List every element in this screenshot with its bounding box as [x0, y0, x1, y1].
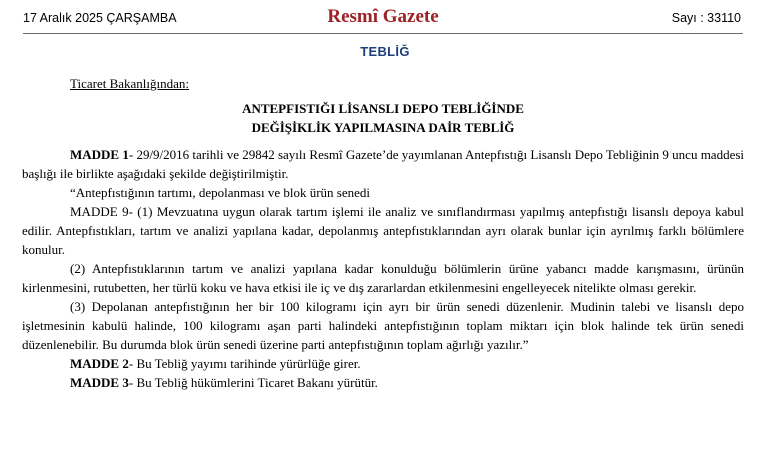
section-title: TEBLİĞ: [360, 44, 410, 59]
issuer-line: Ticaret Bakanlığından:: [70, 76, 190, 91]
document-body: [22, 74, 744, 392]
quote-heading: “Antepfıstığının tartımı, depolanması ve blok ürün senedi: [70, 185, 371, 200]
issue-number: Sayı : 33110: [671, 11, 741, 25]
gazette-title: Resmî Gazete: [327, 6, 439, 27]
article-1-text: - 29/9/2016 tarihli ve 29842 sayılı Resmî Gazete’de yayımlanan Antepfıstığı Lisanslı Depo Tebliğinin 9 uncu maddesi başlığı ile birlikte aşağıdaki şekilde değiştirilmiştir.: [22, 147, 745, 181]
document-title-line2: DEĞİŞİKLİK YAPILMASINA DAİR TEBLİĞ: [251, 120, 515, 135]
article-9-paragraph-2: (2) Antepfıstıklarının tartım ve analizi yapılana kadar konulduğu bölümlerin ürüne yabancı madde karışmasını, ürünün kirlenmesini, rutubetten, her türlü koku ve hava etkisi ile iç ve dış zararlardan etkilenmesini engelleyecek nitelikte olması gerekir.: [22, 261, 744, 295]
article-9-paragraph-3: (3) Depolanan antepfıstığının her bir 100 kilogramı için ayrı bir ürün senedi düzenlenir. Mudinin talebi ve lisanslı depo işletmesinin kabulü halinde, 100 kilogramı aşan parti halindeki antepfıstığının toplam miktarı için blok halinde tek ürün senedi düzenlenebilir. Bu durumda blok ürün senedi üzerine parti antepfıstığının toplam ağırlığı yazılır.”: [22, 299, 744, 352]
gazette-header: [23, 6, 743, 34]
header-date: 17 Aralık 2025 ÇARŞAMBA: [23, 11, 177, 25]
article-3-label: MADDE 3: [70, 375, 129, 390]
article-2: [22, 354, 744, 373]
document-title-line1: ANTEPFISTIĞI LİSANSLI DEPO TEBLİĞİNDE: [242, 101, 524, 116]
article-9-paragraph-1: MADDE 9- (1) Mevzuatına uygun olarak tartım işlemi ile analiz ve sınıflandırması yapılmış antepfıstığı lisanslı depoya kabul edilir. Antepfıstıkları, tartım ve analizi yapılana kadar, depolanmış antepfıstıklarından ayrı olarak bunlar için ayrılmış farklı bölümlere konulur.: [22, 204, 744, 257]
header-divider: [23, 33, 743, 34]
article-3: [22, 373, 744, 392]
article-1: [22, 145, 744, 183]
article-3-text: - Bu Tebliğ hükümlerini Ticaret Bakanı yürütür.: [128, 375, 378, 390]
document-title: [22, 99, 744, 137]
article-2-label: MADDE 2: [70, 356, 129, 371]
article-1-label: MADDE 1: [70, 147, 129, 162]
article-2-text: - Bu Tebliğ yayımı tarihinde yürürlüğe girer.: [128, 356, 361, 371]
